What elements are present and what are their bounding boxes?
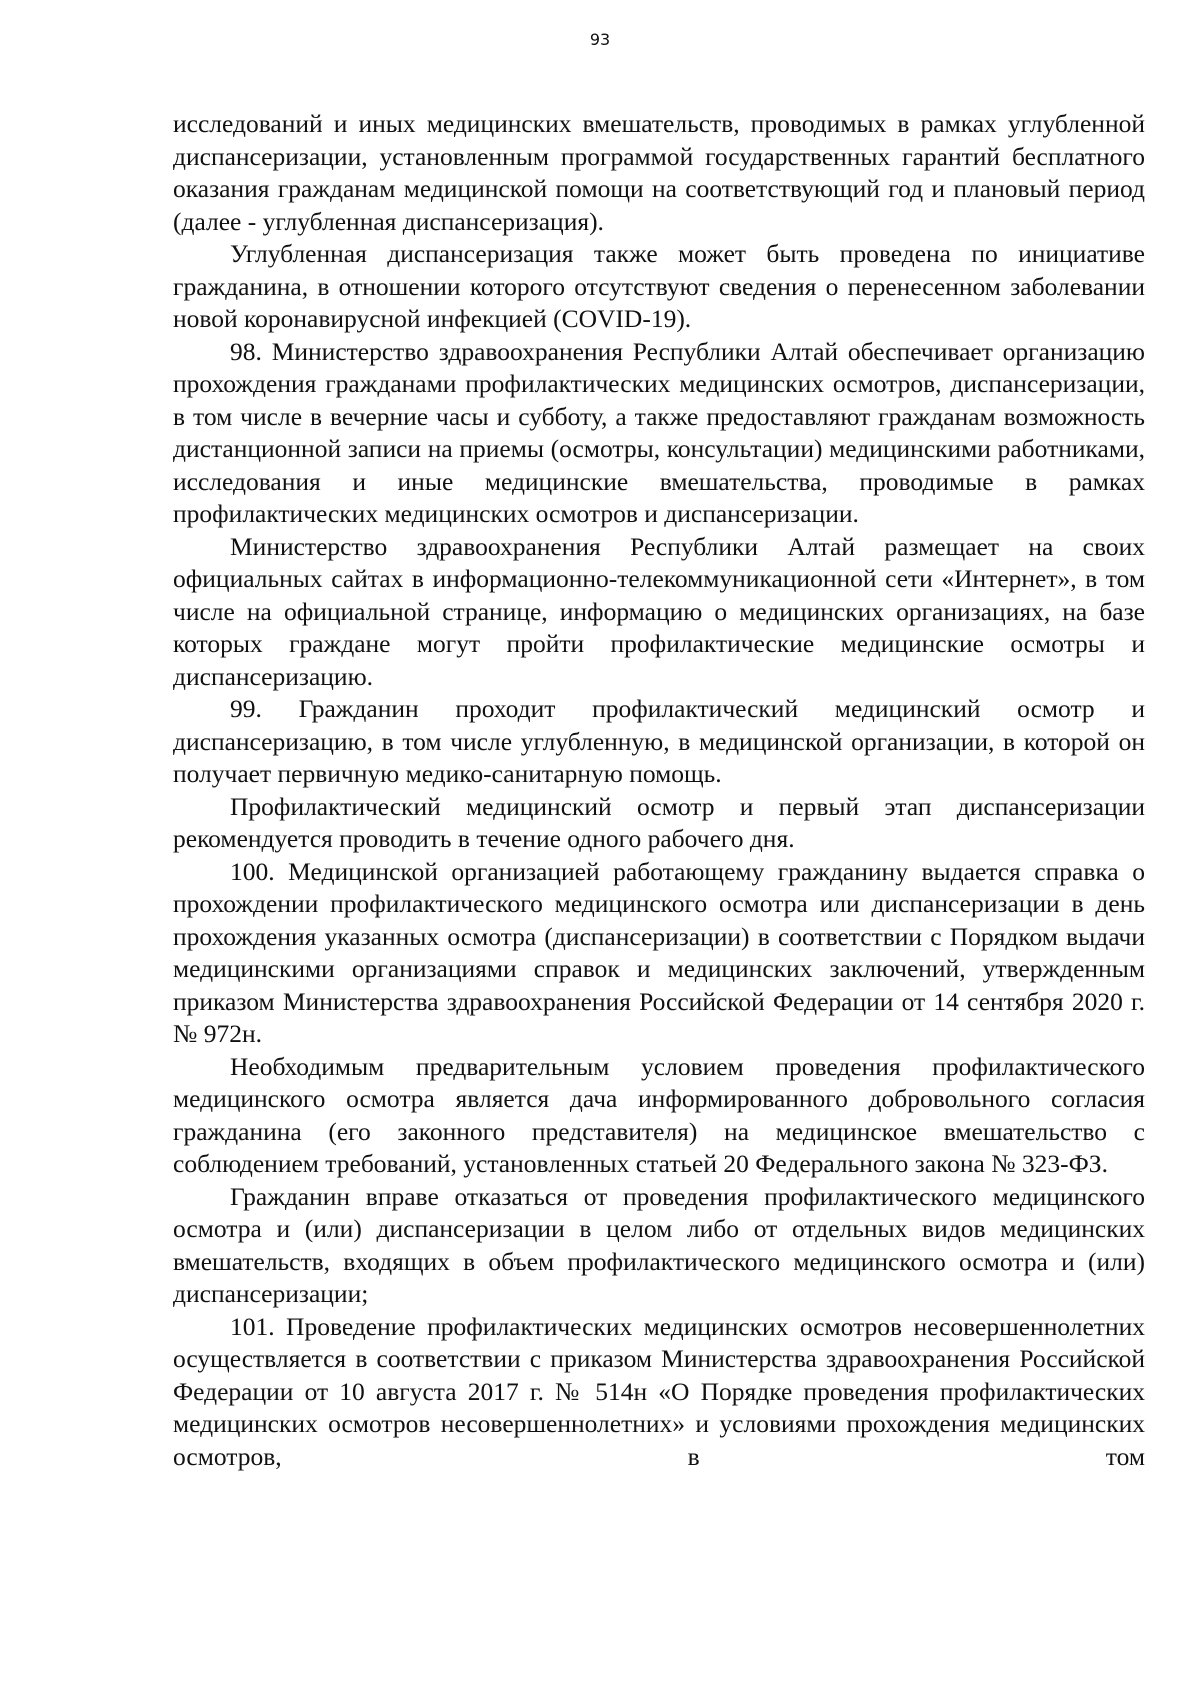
paragraph-item-98: 98. Министерство здравоохранения Республики Алтай обеспечивает организацию прохождения гражданами профилактических медицинских осмотров, диспансеризации, в том числе в вечерние часы и субботу, а также предоставляют гражданам возможность дистанционной записи на приемы (осмотры, консультации) медицинскими работниками, исследования и иные медицинские вмешательства, проводимые в рамках профилактических медицинских осмотров и диспансеризации.	[173, 336, 1145, 528]
paragraph: Профилактический медицинский осмотр и первый этап диспансеризации рекомендуется проводить в течение одного рабочего дня.	[173, 791, 1145, 853]
paragraph-continuation: исследований и иных медицинских вмешательств, проводимых в рамках углубленной диспансеризации, установленным программой государственных гарантий бесплатного оказания гражданам медицинской помощи на соответствующий год и плановый период (далее - углубленная диспансеризация).	[173, 109, 1145, 236]
paragraph: Необходимым предварительным условием проведения профилактического медицинского осмотра является дача информированного добровольного согласия гражданина (его законного представителя) на медицинское вмешательство с соблюдением требований, установленных статьей 20 Федерального закона № 323-ФЗ.	[173, 1051, 1145, 1178]
paragraph: Углубленная диспансеризация также может быть проведена по инициативе гражданина, в отношении которого отсутствуют сведения о перенесенном заболевании новой коронавирусной инфекцией (COVID-19).	[173, 239, 1145, 333]
paragraph-item-100: 100. Медицинской организацией работающему гражданину выдается справка о прохождении профилактического медицинского осмотра или диспансеризации в день прохождения указанных осмотра (диспансеризации) в соответствии с Порядком выдачи медицинскими организациями справок и медицинских заключений, утвержденным приказом Министерства здравоохранения Российской Федерации от 14 сентября 2020 г. № 972н.	[173, 856, 1145, 1048]
paragraph-item-99: 99. Гражданин проходит профилактический медицинский осмотр и диспансеризацию, в том числе углубленную, в медицинской организации, в которой он получает первичную медико-санитарную помощь.	[173, 694, 1145, 788]
paragraph-item-101: 101. Проведение профилактических медицинских осмотров несовершеннолетних осуществляется в соответствии с приказом Министерства здравоохранения Российской Федерации от 10 августа 2017 г. № 514н «О Порядке проведения профилактических медицинских осмотров несовершеннолетних» и условиями прохождения медицинских осмотров, в том	[173, 1311, 1145, 1471]
page-number: 93	[589, 30, 611, 49]
paragraph: Министерство здравоохранения Республики Алтай размещает на своих официальных сайтах в информационно-телекоммуникационной сети «Интернет», в том числе на официальной странице, информацию о медицинских организациях, на базе которых граждане могут пройти профилактические медицинские осмотры и диспансеризацию.	[173, 531, 1145, 691]
paragraph: Гражданин вправе отказаться от проведения профилактического медицинского осмотра и (или) диспансеризации в целом либо от отдельных видов медицинских вмешательств, входящих в объем профилактического медицинского осмотра и (или) диспансеризации;	[173, 1181, 1145, 1308]
document-body	[173, 108, 1145, 1473]
